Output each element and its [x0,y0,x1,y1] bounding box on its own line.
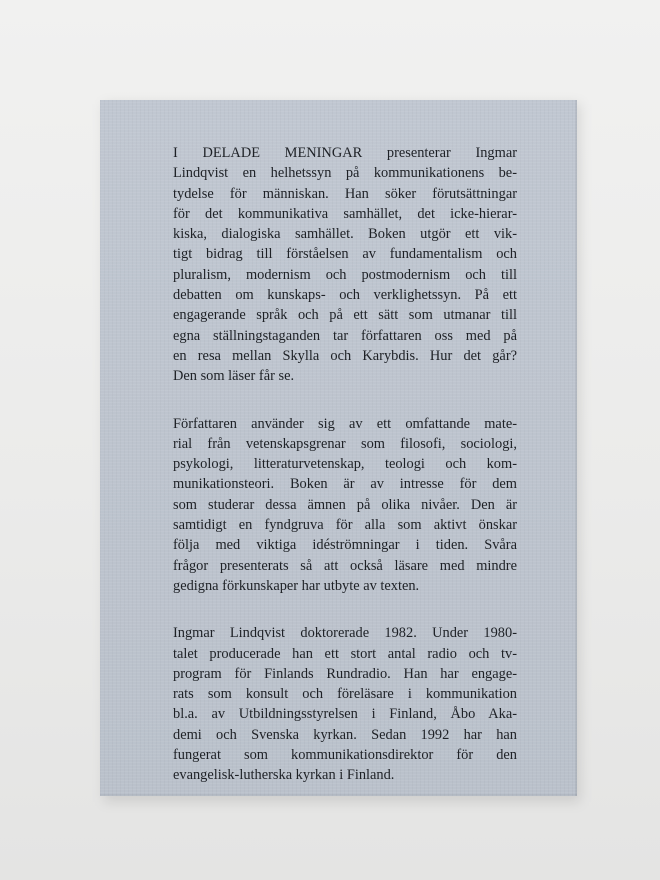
text-line: demi och Svenska kyrkan. Sedan 1992 har han [173,726,517,743]
text-line: evangelisk-lutherska kyrkan i Finland. [173,767,395,784]
text-line: samtidigt en fyndgruva för alla som aktivt önskar [173,517,517,534]
text-line: rial från vetenskapsgrenar som filosofi, sociologi, [173,435,517,452]
text-line: fungerat som kommunikationsdirektor för den [173,747,517,764]
text-line: bl.a. av Utbildningsstyrelsen i Finland, Åbo Aka- [173,706,517,723]
text-line: rats som konsult och föreläsare i kommunikation [173,686,517,703]
text-line: debatten om kunskaps- och verklighetssyn. På ett [173,287,517,304]
blurb-paragraph-2 [173,414,517,597]
text-line: Den som läser får se. [173,368,295,385]
text-line: munikationsteori. Boken är av intresse för dem [173,476,517,493]
text-line: I DELADE MENINGAR presenterar Ingmar [173,145,517,161]
text-line: pluralism, modernism och postmodernism och till [173,266,517,283]
text-line: Författaren använder sig av ett omfattande mate- [173,415,517,432]
text-line: talet producerade han ett stort antal radio och tv- [173,645,517,662]
text-line: engagerande språk och på ett sätt som utmanar till [173,307,517,324]
blurb-text [173,143,517,813]
text-line: tydelse för människan. Han söker förutsättningar [173,185,517,202]
text-line: program för Finlands Rundradio. Han har engage- [173,665,517,682]
text-line: psykologi, litteraturvetenskap, teologi och kom- [173,456,517,473]
book-back-cover [100,100,577,796]
text-line: för det kommunikativa samhället, det icke-hierar- [173,205,517,222]
text-line: som studerar dessa ämnen på olika nivåer. Den är [173,496,517,513]
text-line: Lindqvist en helhetssyn på kommunikationens be- [173,165,517,182]
text-line: frågor presenterats så att också läsare med mindre [173,557,517,574]
text-line: en resa mellan Skylla och Karybdis. Hur det går? [173,347,517,364]
text-line: gedigna förkunskaper har utbyte av texten. [173,577,420,594]
blurb-paragraph-1 [173,143,517,387]
blurb-paragraph-3 [173,623,517,785]
text-line: egna ställningstaganden tar författaren oss med på [173,327,517,344]
text-line: Ingmar Lindqvist doktorerade 1982. Under 1980- [173,625,517,642]
text-line: tigt bidrag till förståelsen av fundamentalism och [173,246,517,263]
text-line: kiska, dialogiska samhället. Boken utgör ett vik- [173,226,517,243]
text-line: följa med viktiga idéströmningar i tiden. Svåra [173,537,517,554]
